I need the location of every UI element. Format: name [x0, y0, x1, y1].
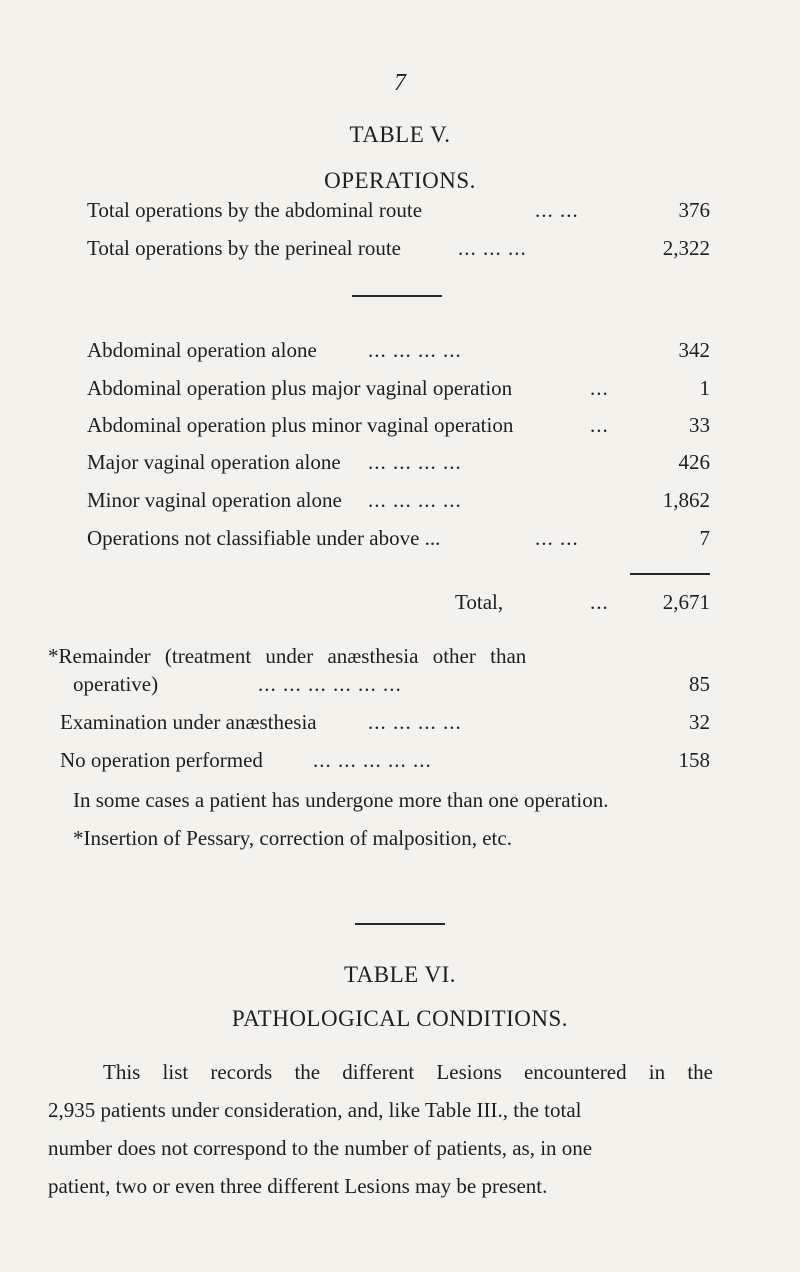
row-value: 85 — [689, 672, 710, 696]
row-value: 342 — [678, 338, 710, 362]
total-rule — [630, 573, 710, 575]
row-label: No operation performed — [60, 748, 263, 772]
row-value: 376 — [678, 198, 710, 222]
breakdown-row — [0, 376, 800, 410]
breakdown-row — [0, 413, 800, 447]
leader-dots: ... ... ... ... — [368, 488, 462, 512]
row-label: operative) — [73, 672, 159, 696]
page-number: 7 — [394, 70, 406, 96]
total-value: 2,671 — [662, 590, 710, 614]
row-label: Major vaginal operation alone — [87, 450, 341, 474]
leader-dots: ... ... ... ... — [368, 450, 462, 474]
row-value: 2,322 — [662, 236, 710, 260]
other-row — [0, 748, 800, 782]
table-vi-subtitle: PATHOLOGICAL CONDITIONS. — [231, 1006, 569, 1031]
row-value: 1,862 — [662, 488, 710, 512]
row-label: Abdominal operation alone — [87, 338, 317, 362]
row-label: Examination under anæsthesia — [60, 710, 317, 734]
leader-dots: ... ... ... — [458, 236, 527, 260]
leader-dots: ... ... ... ... — [368, 338, 462, 362]
leader-dots: ... ... — [535, 526, 579, 550]
summary-row-abdominal — [0, 198, 800, 232]
table-v-title: TABLE V. — [349, 122, 451, 147]
paragraph-line: patient, two or even three different Lesions may be present. — [48, 1174, 548, 1198]
remainder-line-1: *Remainder (treatment under anæsthesia other than — [48, 644, 527, 668]
breakdown-row — [0, 488, 800, 522]
paragraph-line: number does not correspond to the number of patients, as, in one — [48, 1136, 593, 1160]
table-vi-title: TABLE VI. — [343, 962, 457, 987]
leader-dots: ... — [590, 590, 609, 614]
summary-row-perineal — [0, 236, 800, 270]
row-value: 426 — [678, 450, 710, 474]
row-label: Total operations by the perineal route — [87, 236, 402, 260]
other-row — [0, 710, 800, 744]
remainder-row — [0, 672, 800, 706]
row-label: Minor vaginal operation alone — [87, 488, 342, 512]
note: In some cases a patient has undergone more than one operation. — [73, 788, 609, 812]
leader-dots: ... ... ... ... — [368, 710, 462, 734]
paragraph-line: This list records the different Lesions encountered in the — [103, 1060, 713, 1084]
paragraph-line: 2,935 patients under consideration, and, like Table III., the total — [48, 1098, 582, 1122]
leader-dots: ... — [590, 413, 609, 437]
leader-dots: ... ... ... ... ... — [313, 748, 432, 772]
leader-dots: ... ... ... ... ... ... — [258, 672, 402, 696]
section-divider — [355, 923, 445, 925]
total-label: Total, — [455, 590, 504, 614]
section-divider — [352, 295, 442, 297]
total-row — [0, 590, 800, 624]
footnote: *Insertion of Pessary, correction of malposition, etc. — [73, 826, 512, 850]
row-value: 1 — [699, 376, 710, 400]
leader-dots: ... — [590, 376, 609, 400]
leader-dots: ... ... — [535, 198, 579, 222]
breakdown-row — [0, 526, 800, 560]
row-label: Abdominal operation plus major vaginal operation — [87, 376, 513, 400]
row-value: 158 — [678, 748, 710, 772]
row-value: 7 — [699, 526, 710, 550]
row-label: Total operations by the abdominal route — [87, 198, 423, 222]
row-label: Operations not classifiable under above ... — [87, 526, 441, 550]
table-v-subtitle: OPERATIONS. — [324, 168, 476, 193]
row-value: 32 — [689, 710, 710, 734]
row-value: 33 — [689, 413, 710, 437]
row-label: Abdominal operation plus minor vaginal operation — [87, 413, 514, 437]
breakdown-row — [0, 450, 800, 484]
breakdown-row — [0, 338, 800, 372]
